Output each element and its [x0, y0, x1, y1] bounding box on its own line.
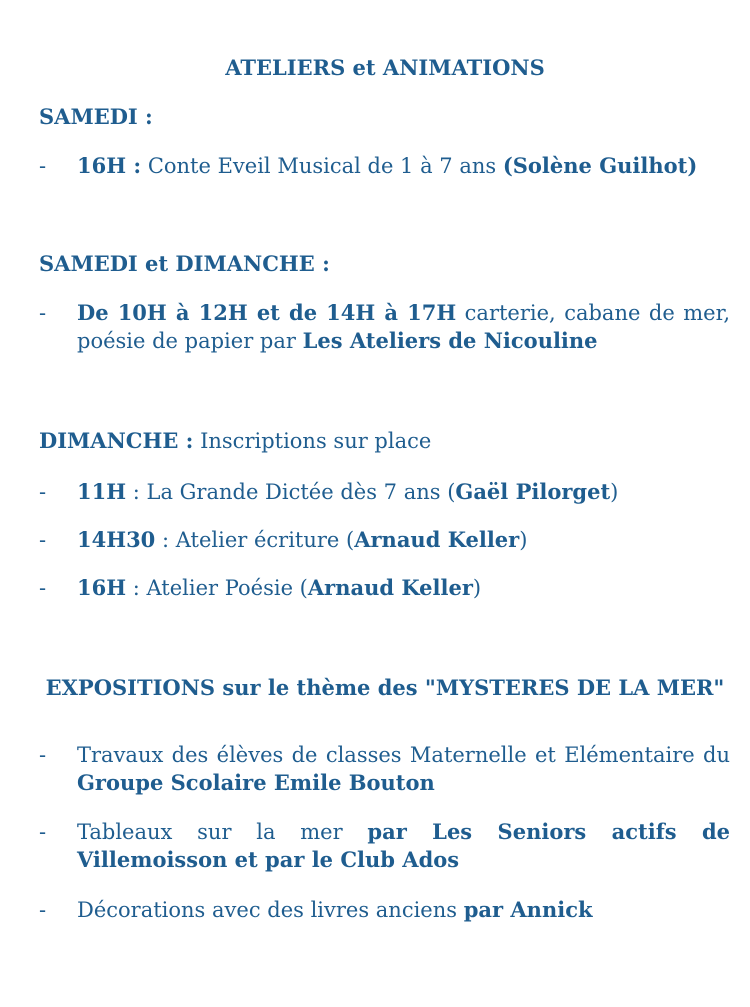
bullet-dash: - — [39, 743, 47, 767]
list-item — [77, 574, 730, 602]
bullet-dash: - — [39, 576, 47, 600]
item-time: De 10H à 12H et de 14H à 17H — [77, 300, 457, 325]
item-by: par Les Seniors actifs de Villemoisson et par le Club Ados — [77, 819, 730, 872]
item-text: Travaux des élèves de classes Maternelle et Elémentaire du — [77, 743, 730, 767]
bullet-dash: - — [39, 480, 47, 504]
item-text: carterie, cabane de mer, poésie de papier par — [77, 301, 730, 353]
list-item — [77, 478, 730, 506]
item-time: 16H : — [77, 153, 142, 178]
section-heading-expositions: EXPOSITIONS sur le thème des "MYSTERES DE LA MER" — [45, 675, 725, 700]
list-item — [77, 741, 730, 797]
list-item — [77, 818, 730, 874]
item-time: 16H — [77, 575, 127, 600]
bullet-dash: - — [39, 301, 47, 325]
item-text: : Atelier Poésie ( — [126, 576, 308, 600]
item-by: Arnaud Keller — [307, 575, 473, 600]
item-time: 11H — [77, 479, 127, 504]
item-by: par Annick — [463, 897, 593, 922]
bullet-dash: - — [39, 154, 47, 178]
item-end: ) — [610, 480, 619, 504]
item-by: Les Ateliers de Nicouline — [302, 328, 598, 353]
list-item — [77, 299, 730, 355]
item-text: Décorations avec des livres anciens — [77, 898, 464, 922]
dimanche-heading: DIMANCHE : — [39, 428, 194, 453]
item-text: : Atelier écriture ( — [155, 528, 355, 552]
list-item — [77, 896, 730, 924]
item-time: 14H30 — [77, 527, 156, 552]
list-item — [77, 526, 730, 554]
item-by: Gaël Pilorget — [455, 479, 611, 504]
bullet-dash: - — [39, 898, 47, 922]
section-heading-samedi: SAMEDI : — [39, 104, 153, 129]
bullet-dash: - — [39, 820, 47, 844]
list-item — [77, 152, 730, 180]
section-heading-samedi-dimanche: SAMEDI et DIMANCHE : — [39, 251, 330, 276]
item-text: Conte Eveil Musical de 1 à 7 ans — [141, 154, 503, 178]
item-text: Tableaux sur la mer — [77, 820, 368, 844]
section-heading-dimanche — [39, 427, 431, 455]
item-by: Arnaud Keller — [354, 527, 520, 552]
item-end: ) — [472, 576, 482, 600]
dimanche-subheading: Inscriptions sur place — [193, 429, 432, 453]
item-by: Groupe Scolaire Emile Bouton — [77, 770, 435, 795]
item-text: : La Grande Dictée dès 7 ans ( — [126, 480, 456, 504]
item-end: ) — [519, 528, 528, 552]
item-by: (Solène Guilhot) — [502, 153, 698, 178]
bullet-dash: - — [39, 528, 47, 552]
page-title: ATELIERS et ANIMATIONS — [225, 55, 545, 80]
